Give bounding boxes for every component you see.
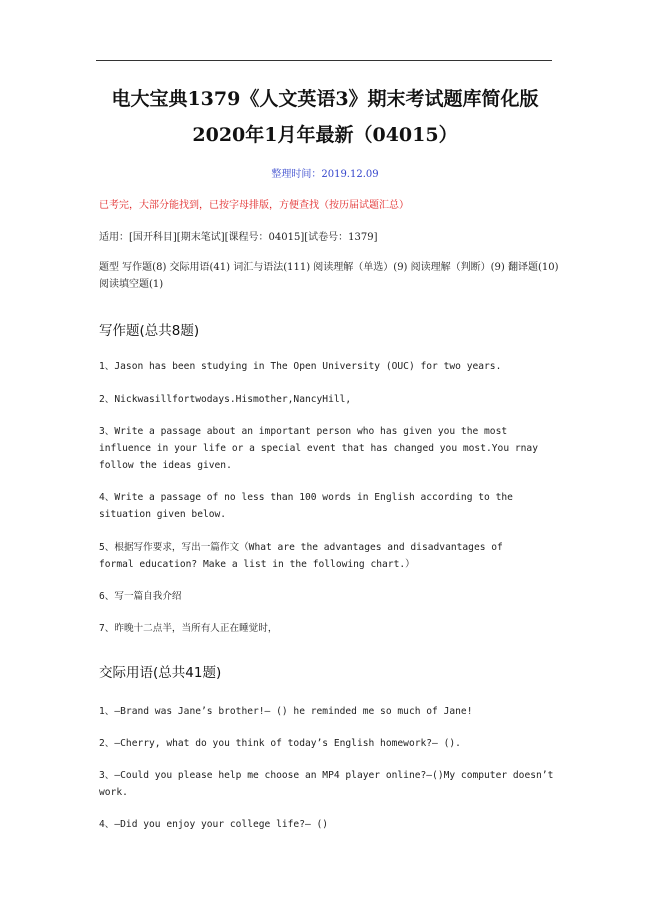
- list-item: 7、昨晚十二点半，当所有人正在睡觉时，: [99, 623, 278, 634]
- question-types: 题型 写作题(8) 交际用语(41) 词汇与语法(111) 阅读理解（单选）(9) 阅读理解（判断）(9) 翻译题(10) 阅读填空题(1): [99, 262, 559, 290]
- document-title-line1: 电大宝典1379《人文英语3》期末考试题库简化版: [111, 88, 539, 110]
- exam-note: 已考完，大部分能找到，已按字母排版，方便查找（按历届试题汇总）: [99, 200, 409, 211]
- list-item: 1、—Brand was Jane’s brother!— () he reminded me so much of Jane!: [99, 706, 473, 717]
- organize-time: 整理时间：2019.12.09: [271, 169, 379, 180]
- section-heading-writing: 写作题(总共8题): [99, 323, 200, 339]
- header-rule: [96, 60, 552, 61]
- list-item: 6、写一篇自我介绍: [99, 591, 182, 602]
- list-item: 5、根据写作要求，写出一篇作文（What are the advantages and disadvantages of formal education? Make a list in the following chart.）: [99, 542, 503, 570]
- list-item: 4、Write a passage of no less than 100 words in English according to the situation given below.: [99, 492, 513, 520]
- document-title-line2: 2020年1月年最新（04015）: [192, 124, 458, 146]
- list-item: 1、Jason has been studying in The Open University (OUC) for two years.: [99, 361, 502, 372]
- list-item: 3、Write a passage about an important person who has given you the most influence in your life or a special event that has changed you most.You rnay follow the ideas given.: [99, 426, 538, 471]
- list-item: 2、Nickwasillfortwodays.Hismother,NancyHill,: [99, 394, 352, 405]
- list-item: 4、—Did you enjoy your college life?— (): [99, 819, 329, 830]
- list-item: 3、—Could you please help me choose an MP4 player online?—()My computer doesn’t work.: [99, 770, 554, 798]
- applicable-info: 适用：[国开科目][期末笔试][课程号：04015][试卷号：1379]: [99, 232, 378, 243]
- section-heading-communication: 交际用语(总共41题): [99, 665, 222, 681]
- list-item: 2、—Cherry, what do you think of today’s English homework?— ().: [99, 738, 461, 749]
